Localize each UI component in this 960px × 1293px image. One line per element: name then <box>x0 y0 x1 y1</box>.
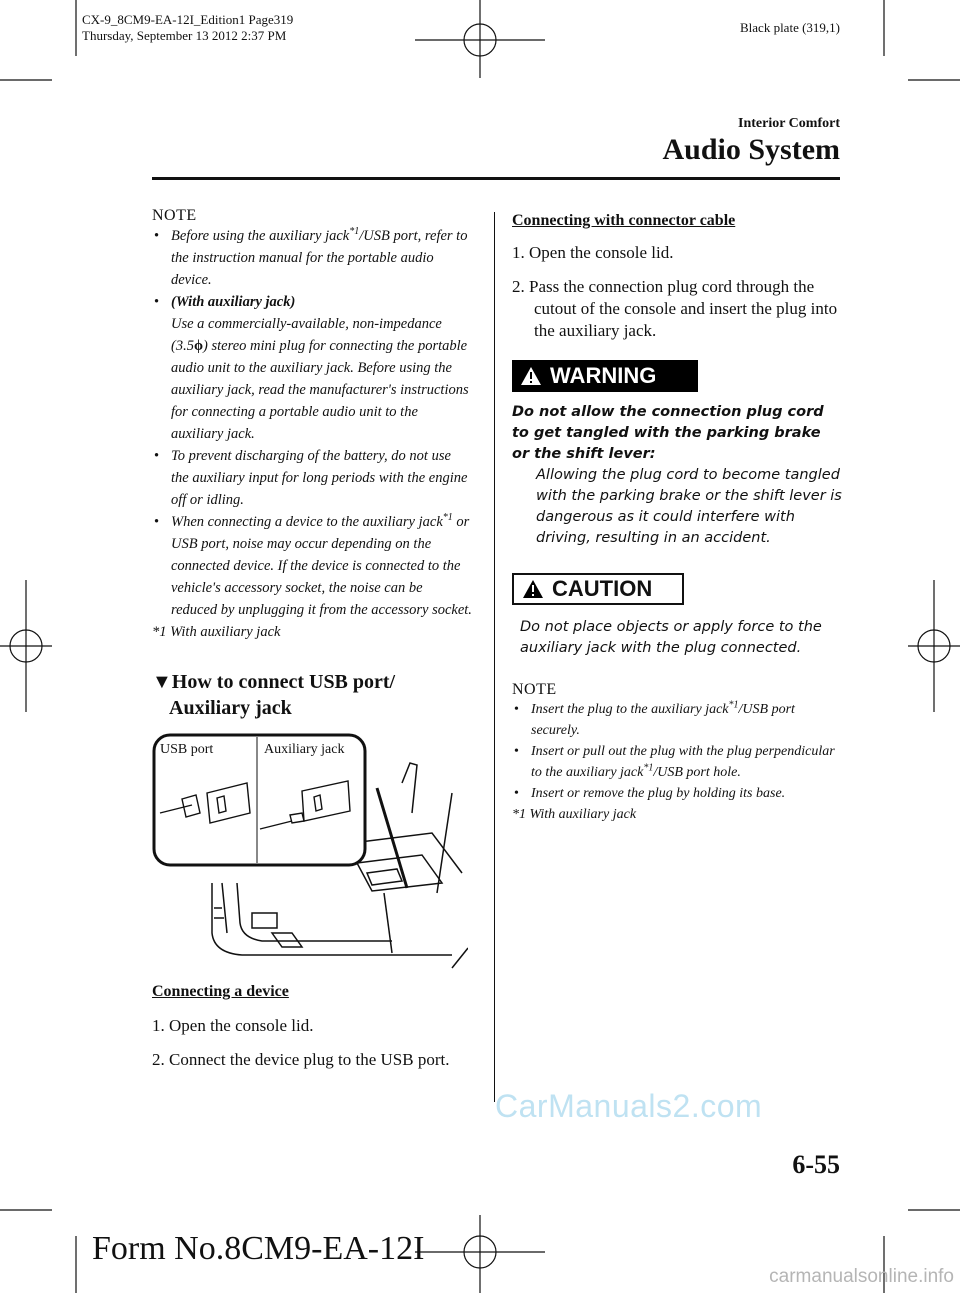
console-figure <box>152 733 468 973</box>
print-file-line: CX-9_8CM9-EA-12I_Edition1 Page319 <box>82 12 294 27</box>
column-divider <box>494 212 495 1102</box>
warning-triangle-icon <box>520 366 542 386</box>
note-item: • Insert or pull out the plug with the plug perpendicular to the auxiliary jack$^{*1}$/USB port hole. <box>512 741 842 783</box>
note-item: • Insert or remove the plug by holding its base. <box>512 783 842 804</box>
cable-heading: Connecting with connector cable <box>512 212 736 229</box>
watermark-corner: carmanualsonline.info <box>769 1266 954 1287</box>
console-illustration <box>152 733 468 973</box>
warning-label: WARNING <box>550 363 657 388</box>
note-item: • (With auxiliary jack) Use a commercially-available, non-impedance (3.5ϕ) stereo mini plug for connecting the portable audio unit to the auxiliary jack. Before using the auxiliary jack, read the manufacturer's instructions for connecting a portable audio unit to the auxiliary jack. <box>152 291 472 445</box>
form-number: Form No.8CM9-EA-12I <box>92 1230 425 1267</box>
warning-body: Allowing the plug cord to become tangled with the parking brake or the shift lever is dangerous as it could interfere with driving, resulting in an accident. <box>536 467 842 546</box>
note-heading: NOTE <box>512 681 557 698</box>
step-item: 1. Open the console lid. <box>512 243 674 262</box>
watermark-main: CarManuals2.com <box>495 1088 763 1124</box>
footnote: *1 With auxiliary jack <box>152 624 281 640</box>
header-rule <box>152 177 840 180</box>
connect-heading: Connecting a device <box>152 983 289 1000</box>
warning-badge <box>512 360 698 392</box>
subsection-heading: ▼How to connect USB port/ Auxiliary jack <box>152 671 396 719</box>
triangle-marker-icon: ▼ <box>152 671 172 693</box>
usb-port-label: USB port <box>160 742 214 757</box>
step-item: 2. Connect the device plug to the USB port. <box>152 1050 450 1069</box>
step-item: 2. Pass the connection plug cord through the cutout of the console and insert the plug into the auxiliary jack. <box>512 277 838 340</box>
caution-triangle-icon <box>522 579 544 599</box>
caution-badge <box>512 573 684 605</box>
page-number: 6-55 <box>792 1150 840 1179</box>
section-label: Interior Comfort <box>738 116 840 131</box>
caution-label: CAUTION <box>552 576 653 601</box>
footnote: *1 With auxiliary jack <box>512 807 637 822</box>
print-metadata <box>82 12 293 44</box>
note-item: • To prevent discharging of the battery, do not use the auxiliary input for long periods with the engine off or idling. <box>152 445 472 511</box>
note-list <box>152 225 472 621</box>
caution-body: Do not place objects or apply force to the auxiliary jack with the plug connected. <box>520 619 822 656</box>
plate-label: Black plate (319,1) <box>740 20 840 35</box>
note-heading: NOTE <box>152 207 197 224</box>
auxiliary-jack-label: Auxiliary jack <box>264 742 345 757</box>
left-column <box>152 207 472 1071</box>
right-column <box>512 212 842 826</box>
note-item: • When connecting a device to the auxiliary jack$^{*1}$ or USB port, noise may occur depending on the connected device. If the device is connected to the vehicle's accessory socket, the noise can be reduced by unplugging it from the accessory socket. <box>152 511 472 621</box>
note-item: • Before using the auxiliary jack$^{*1}$/USB port, refer to the instruction manual for the portable audio device. <box>152 225 472 291</box>
print-date-line: Thursday, September 13 2012 2:37 PM <box>82 28 287 43</box>
page-title: Audio System <box>662 133 840 166</box>
note-item: • Insert the plug to the auxiliary jack$^{*1}$/USB port securely. <box>512 699 842 741</box>
note-list <box>512 699 842 804</box>
warning-lead: Do not allow the connection plug cord to get tangled with the parking brake or the shift lever: <box>512 404 824 462</box>
step-item: 1. Open the console lid. <box>152 1016 314 1035</box>
